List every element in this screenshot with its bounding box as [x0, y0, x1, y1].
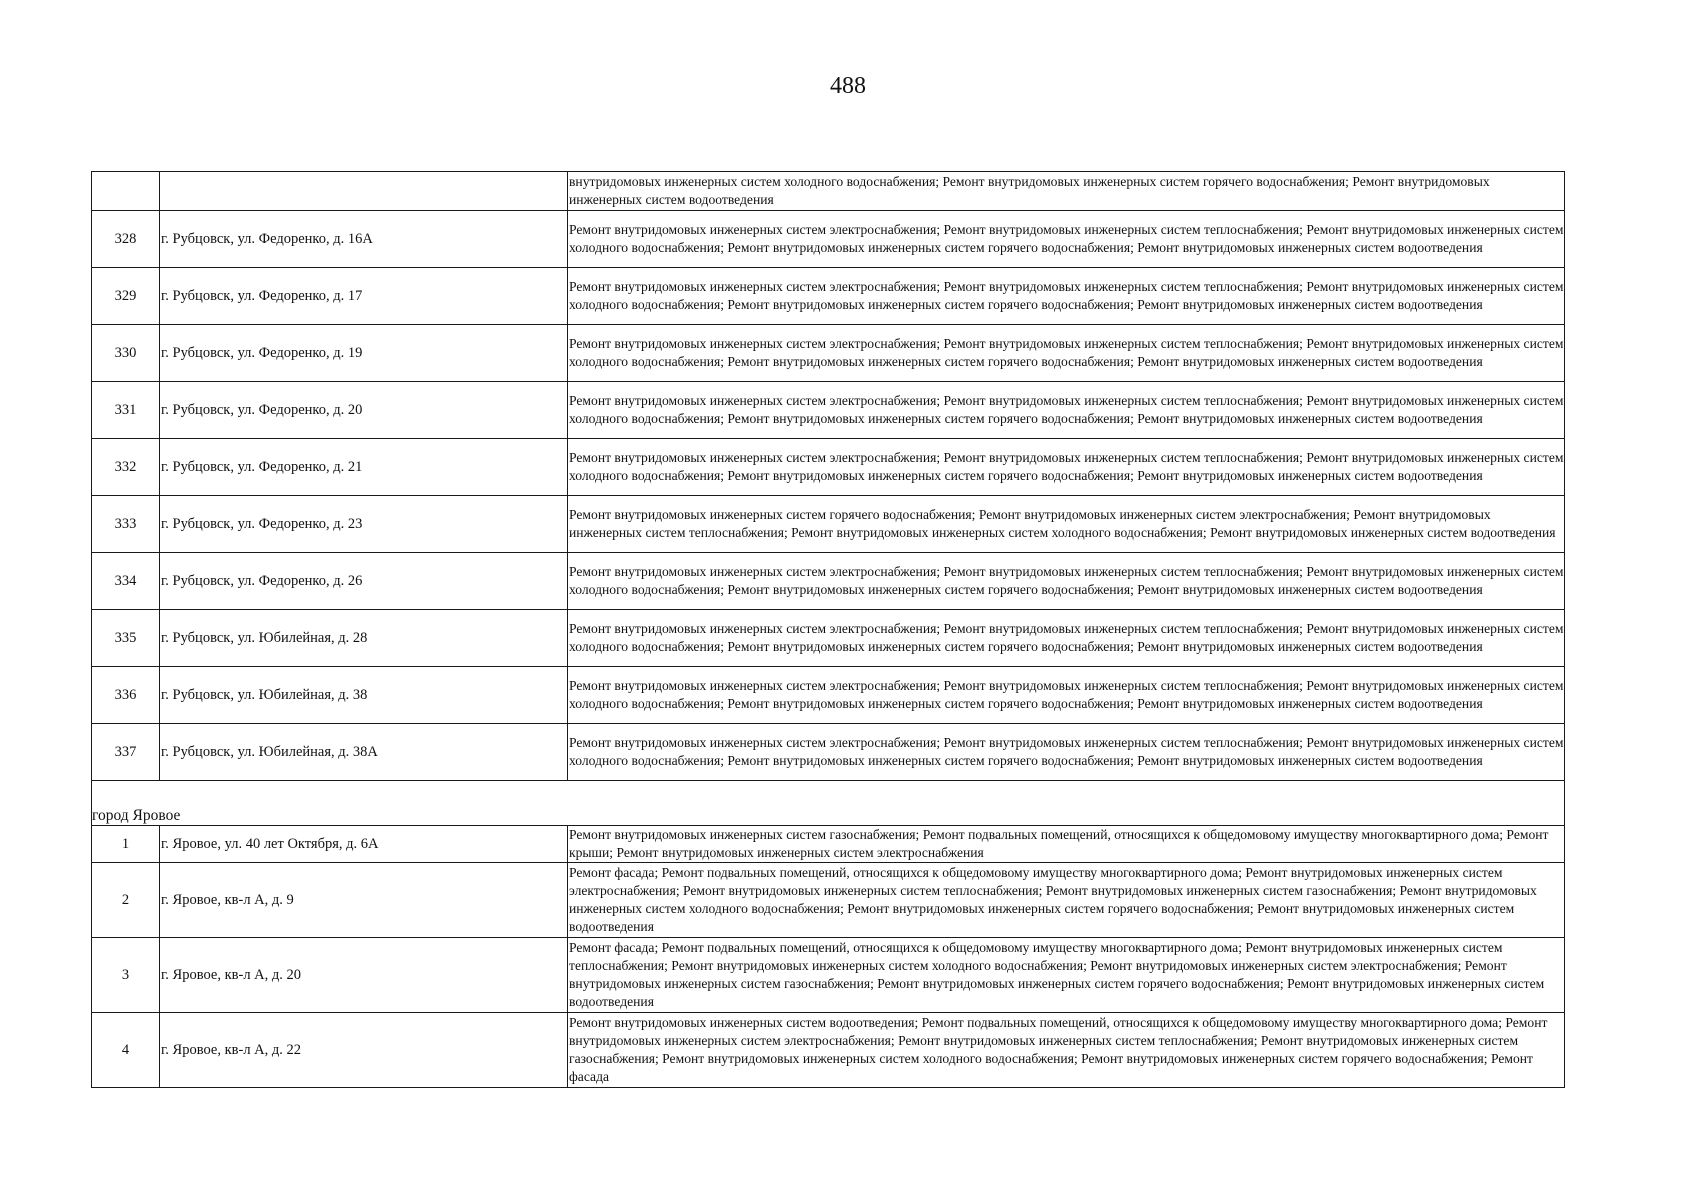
table-row — [92, 667, 1565, 724]
row-number-cell: 337 — [92, 724, 160, 781]
section-header-row — [92, 781, 1565, 826]
address-cell: г. Рубцовск, ул. Федоренко, д. 19 — [160, 325, 568, 382]
works-cell: Ремонт внутридомовых инженерных систем водоотведения; Ремонт подвальных помещений, относящихся к общедомовому имуществу многоквартирного дома; Ремонт внутридомовых инженерных систем электроснабжения; Ремонт внутридомовых инженерных систем теплоснабжения; Ремонт внутридомовых инженерных систем газоснабжения; Ремонт внутридомовых инженерных систем холодного водоснабжения; Ремонт внутридомовых инженерных систем горячего водоснабжения; Ремонт фасада — [568, 1013, 1565, 1088]
row-number-cell: 328 — [92, 211, 160, 268]
table-row — [92, 268, 1565, 325]
address-cell: г. Рубцовск, ул. Юбилейная, д. 28 — [160, 610, 568, 667]
table-row — [92, 724, 1565, 781]
row-number-cell: 334 — [92, 553, 160, 610]
row-number-cell: 336 — [92, 667, 160, 724]
table-row — [92, 610, 1565, 667]
table-row — [92, 325, 1565, 382]
table-row — [92, 496, 1565, 553]
works-cell: Ремонт фасада; Ремонт подвальных помещений, относящихся к общедомовому имуществу многоквартирного дома; Ремонт внутридомовых инженерных систем теплоснабжения; Ремонт внутридомовых инженерных систем холодного водоснабжения; Ремонт внутридомовых инженерных систем электроснабжения; Ремонт внутридомовых инженерных систем газоснабжения; Ремонт внутридомовых инженерных систем горячего водоснабжения; Ремонт внутридомовых инженерных систем водоотведения — [568, 938, 1565, 1013]
table-row — [92, 553, 1565, 610]
row-number-cell: 333 — [92, 496, 160, 553]
works-cell: Ремонт внутридомовых инженерных систем электроснабжения; Ремонт внутридомовых инженерных систем теплоснабжения; Ремонт внутридомовых инженерных систем холодного водоснабжения; Ремонт внутридомовых инженерных систем горячего водоснабжения; Ремонт внутридомовых инженерных систем водоотведения — [568, 553, 1565, 610]
row-number-cell: 330 — [92, 325, 160, 382]
address-cell: г. Яровое, ул. 40 лет Октября, д. 6А — [160, 826, 568, 863]
address-cell: г. Рубцовск, ул. Федоренко, д. 16А — [160, 211, 568, 268]
table-row — [92, 439, 1565, 496]
address-cell: г. Рубцовск, ул. Федоренко, д. 23 — [160, 496, 568, 553]
works-cell: Ремонт внутридомовых инженерных систем электроснабжения; Ремонт внутридомовых инженерных систем теплоснабжения; Ремонт внутридомовых инженерных систем холодного водоснабжения; Ремонт внутридомовых инженерных систем горячего водоснабжения; Ремонт внутридомовых инженерных систем водоотведения — [568, 724, 1565, 781]
address-cell — [160, 172, 568, 211]
table-row-continuation — [92, 172, 1565, 211]
address-cell: г. Рубцовск, ул. Федоренко, д. 21 — [160, 439, 568, 496]
address-cell: г. Яровое, кв-л А, д. 20 — [160, 938, 568, 1013]
address-cell: г. Яровое, кв-л А, д. 9 — [160, 863, 568, 938]
address-cell: г. Рубцовск, ул. Федоренко, д. 26 — [160, 553, 568, 610]
address-cell: г. Рубцовск, ул. Федоренко, д. 17 — [160, 268, 568, 325]
repair-register-table — [91, 171, 1565, 1088]
section-title: город Яровое — [92, 781, 568, 826]
row-number-cell: 331 — [92, 382, 160, 439]
works-cell: Ремонт внутридомовых инженерных систем горячего водоснабжения; Ремонт внутридомовых инженерных систем электроснабжения; Ремонт внутридомовых инженерных систем теплоснабжения; Ремонт внутридомовых инженерных систем холодного водоснабжения; Ремонт внутридомовых инженерных систем водоотведения — [568, 496, 1565, 553]
address-cell: г. Яровое, кв-л А, д. 22 — [160, 1013, 568, 1088]
works-cell: Ремонт внутридомовых инженерных систем электроснабжения; Ремонт внутридомовых инженерных систем теплоснабжения; Ремонт внутридомовых инженерных систем холодного водоснабжения; Ремонт внутридомовых инженерных систем горячего водоснабжения; Ремонт внутридомовых инженерных систем водоотведения — [568, 382, 1565, 439]
table-row — [92, 826, 1565, 863]
works-cell: Ремонт внутридомовых инженерных систем электроснабжения; Ремонт внутридомовых инженерных систем теплоснабжения; Ремонт внутридомовых инженерных систем холодного водоснабжения; Ремонт внутридомовых инженерных систем горячего водоснабжения; Ремонт внутридомовых инженерных систем водоотведения — [568, 439, 1565, 496]
row-number-cell: 332 — [92, 439, 160, 496]
address-cell: г. Рубцовск, ул. Юбилейная, д. 38 — [160, 667, 568, 724]
works-cell: внутридомовых инженерных систем холодного водоснабжения; Ремонт внутридомовых инженерных систем горячего водоснабжения; Ремонт внутридомовых инженерных систем водоотведения — [568, 172, 1565, 211]
works-cell: Ремонт фасада; Ремонт подвальных помещений, относящихся к общедомовому имуществу многоквартирного дома; Ремонт внутридомовых инженерных систем электроснабжения; Ремонт внутридомовых инженерных систем теплоснабжения; Ремонт внутридомовых инженерных систем газоснабжения; Ремонт внутридомовых инженерных систем холодного водоснабжения; Ремонт внутридомовых инженерных систем горячего водоснабжения; Ремонт внутридомовых инженерных систем водоотведения — [568, 863, 1565, 938]
section-spacer — [568, 781, 1565, 826]
works-cell: Ремонт внутридомовых инженерных систем электроснабжения; Ремонт внутридомовых инженерных систем теплоснабжения; Ремонт внутридомовых инженерных систем холодного водоснабжения; Ремонт внутридомовых инженерных систем горячего водоснабжения; Ремонт внутридомовых инженерных систем водоотведения — [568, 325, 1565, 382]
works-cell: Ремонт внутридомовых инженерных систем электроснабжения; Ремонт внутридомовых инженерных систем теплоснабжения; Ремонт внутридомовых инженерных систем холодного водоснабжения; Ремонт внутридомовых инженерных систем горячего водоснабжения; Ремонт внутридомовых инженерных систем водоотведения — [568, 268, 1565, 325]
row-number-cell: 2 — [92, 863, 160, 938]
works-cell: Ремонт внутридомовых инженерных систем электроснабжения; Ремонт внутридомовых инженерных систем теплоснабжения; Ремонт внутридомовых инженерных систем холодного водоснабжения; Ремонт внутридомовых инженерных систем горячего водоснабжения; Ремонт внутридомовых инженерных систем водоотведения — [568, 610, 1565, 667]
row-number-cell: 3 — [92, 938, 160, 1013]
table-row — [92, 382, 1565, 439]
page-number: 488 — [830, 73, 866, 99]
row-number-cell — [92, 172, 160, 211]
address-cell: г. Рубцовск, ул. Юбилейная, д. 38А — [160, 724, 568, 781]
table-row — [92, 1013, 1565, 1088]
row-number-cell: 1 — [92, 826, 160, 863]
address-cell: г. Рубцовск, ул. Федоренко, д. 20 — [160, 382, 568, 439]
works-cell: Ремонт внутридомовых инженерных систем электроснабжения; Ремонт внутридомовых инженерных систем теплоснабжения; Ремонт внутридомовых инженерных систем холодного водоснабжения; Ремонт внутридомовых инженерных систем горячего водоснабжения; Ремонт внутридомовых инженерных систем водоотведения — [568, 667, 1565, 724]
works-cell: Ремонт внутридомовых инженерных систем газоснабжения; Ремонт подвальных помещений, относящихся к общедомовому имуществу многоквартирного дома; Ремонт крыши; Ремонт внутридомовых инженерных систем электроснабжения — [568, 826, 1565, 863]
row-number-cell: 329 — [92, 268, 160, 325]
table-row — [92, 863, 1565, 938]
table-row — [92, 938, 1565, 1013]
row-number-cell: 4 — [92, 1013, 160, 1088]
table-row — [92, 211, 1565, 268]
works-cell: Ремонт внутридомовых инженерных систем электроснабжения; Ремонт внутридомовых инженерных систем теплоснабжения; Ремонт внутридомовых инженерных систем холодного водоснабжения; Ремонт внутридомовых инженерных систем горячего водоснабжения; Ремонт внутридомовых инженерных систем водоотведения — [568, 211, 1565, 268]
row-number-cell: 335 — [92, 610, 160, 667]
